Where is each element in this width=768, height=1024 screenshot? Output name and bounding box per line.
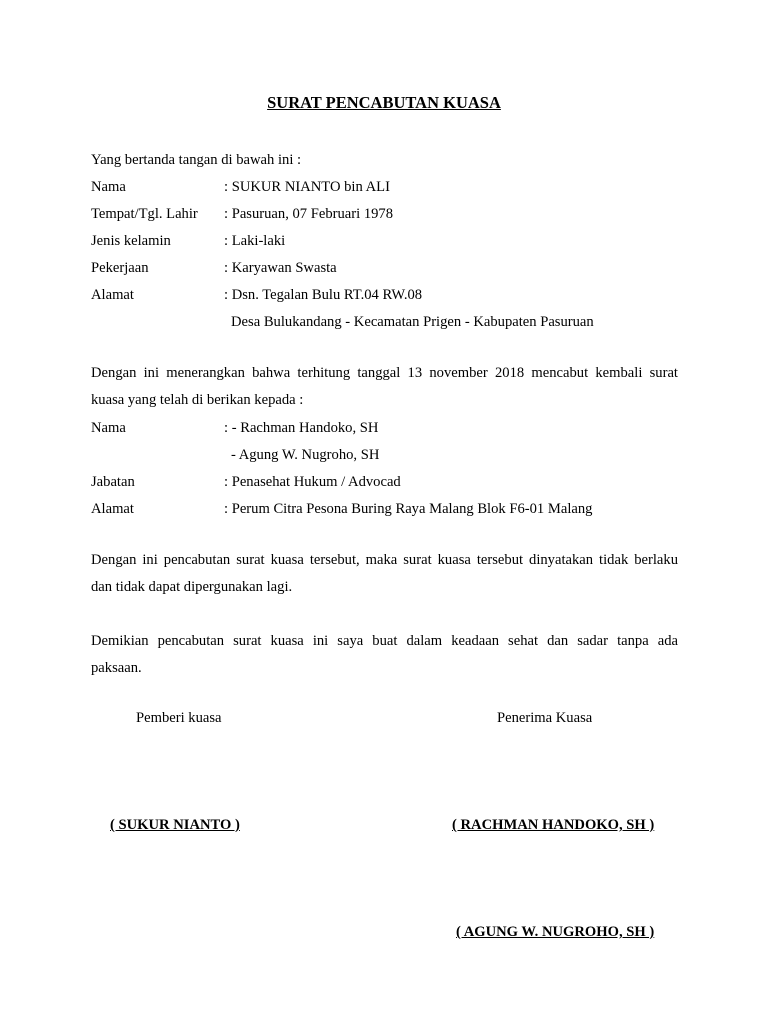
grantor-gender-label: Jenis kelamin bbox=[91, 233, 171, 249]
revocation-paragraph bbox=[91, 547, 678, 601]
intro-text: Yang bertanda tangan di bawah ini : bbox=[91, 152, 302, 168]
grantor-name-value: : SUKUR NIANTO bin ALI bbox=[224, 179, 390, 195]
revocation-line-2: dan tidak dapat dipergunakan lagi. bbox=[91, 579, 293, 595]
attorney-name-2: - Agung W. Nugroho, SH bbox=[231, 447, 380, 463]
document-title: SURAT PENCABUTAN KUASA bbox=[267, 93, 501, 112]
grantor-name-label: Nama bbox=[91, 179, 126, 195]
closing-line-2: paksaan. bbox=[91, 660, 142, 676]
statement-line-1: Dengan ini menerangkan bahwa terhitung tanggal 13 november 2018 mencabut kembali surat bbox=[91, 365, 678, 381]
statement-paragraph bbox=[91, 360, 678, 414]
grantor-address-value: : Dsn. Tegalan Bulu RT.04 RW.08 bbox=[224, 287, 423, 303]
grantor-signature-name: ( SUKUR NIANTO ) bbox=[110, 817, 240, 833]
attorney-position-label: Jabatan bbox=[91, 474, 135, 490]
attorney-name-label: Nama bbox=[91, 420, 126, 436]
grantor-occupation-label: Pekerjaan bbox=[91, 260, 149, 276]
grantor-address-line2: Desa Bulukandang - Kecamatan Prigen - Kabupaten Pasuruan bbox=[231, 314, 594, 330]
grantor-birth-value: : Pasuruan, 07 Februari 1978 bbox=[224, 206, 394, 222]
closing-paragraph bbox=[91, 628, 678, 682]
attorney-address-value: : Perum Citra Pesona Buring Raya Malang Blok F6-01 Malang bbox=[224, 501, 593, 517]
grantor-gender-value: : Laki-laki bbox=[224, 233, 286, 249]
recipient-signature-name-1: ( RACHMAN HANDOKO, SH ) bbox=[452, 817, 655, 833]
grantor-birth-label: Tempat/Tgl. Lahir bbox=[91, 206, 198, 222]
revocation-line-1: Dengan ini pencabutan surat kuasa tersebut, maka surat kuasa tersebut dinyatakan tidak berlaku bbox=[91, 552, 678, 568]
grantor-occupation-value: : Karyawan Swasta bbox=[224, 260, 337, 276]
attorney-address-label: Alamat bbox=[91, 501, 134, 517]
recipient-role-label: Penerima Kuasa bbox=[497, 710, 593, 726]
attorney-position-value: : Penasehat Hukum / Advocad bbox=[224, 474, 401, 490]
grantor-address-label: Alamat bbox=[91, 287, 134, 303]
closing-line-1: Demikian pencabutan surat kuasa ini saya buat dalam keadaan sehat dan sadar tanpa ada bbox=[91, 633, 678, 649]
grantor-role-label: Pemberi kuasa bbox=[136, 710, 222, 726]
recipient-signature-name-2: ( AGUNG W. NUGROHO, SH ) bbox=[456, 924, 655, 940]
attorney-name-1: : - Rachman Handoko, SH bbox=[224, 420, 379, 436]
statement-line-2: kuasa yang telah di berikan kepada : bbox=[91, 392, 304, 408]
